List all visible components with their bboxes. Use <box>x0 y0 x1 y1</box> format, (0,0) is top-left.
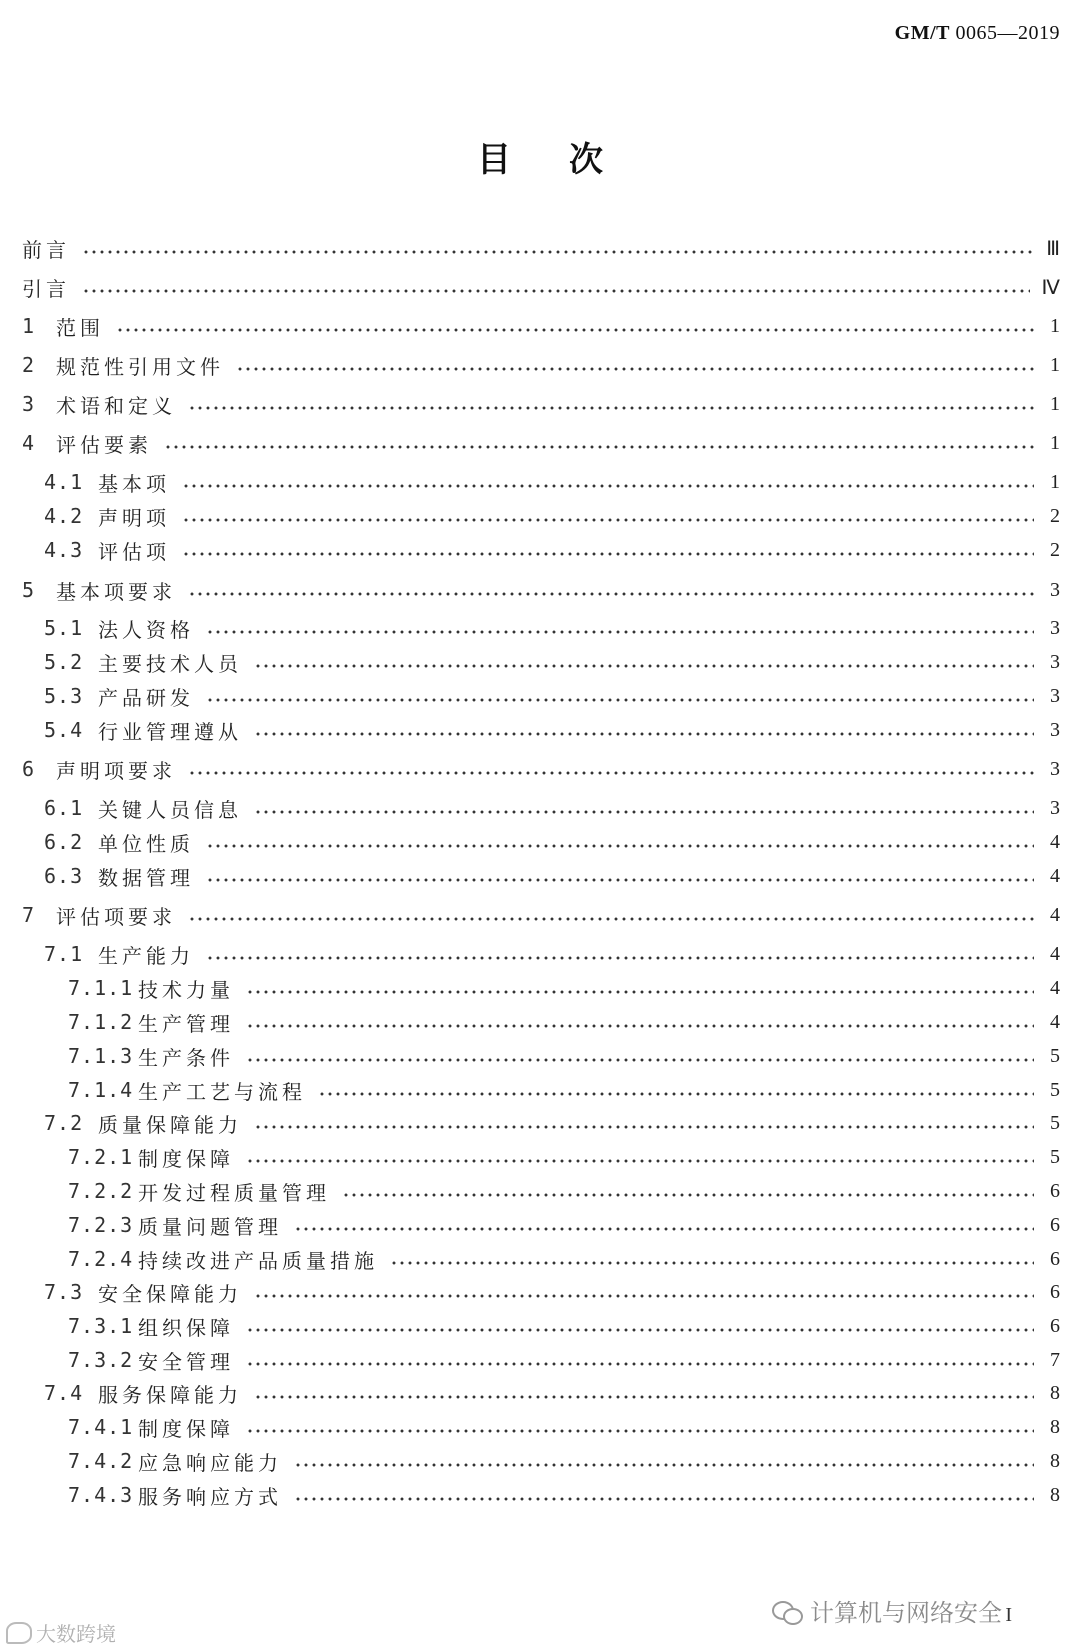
toc-entry-label: 声明项 <box>98 505 170 530</box>
toc-entry-number: 7.1 <box>44 942 84 966</box>
toc-dot-leader <box>246 1412 1034 1442</box>
toc-entry-page: 6 <box>1050 1213 1060 1236</box>
toc-entry-page: 6 <box>1050 1314 1060 1337</box>
toc-dot-leader <box>318 1075 1034 1105</box>
toc-entry[interactable] <box>68 1446 1060 1476</box>
toc-entry-number: 6 <box>22 757 36 781</box>
toc-entry[interactable] <box>44 681 1060 711</box>
toc-entry[interactable] <box>68 1244 1060 1274</box>
toc-entry[interactable] <box>44 467 1060 497</box>
toc-entry-label: 制度保障 <box>138 1416 234 1441</box>
toc-entry[interactable] <box>44 793 1060 823</box>
toc-entry-page: 8 <box>1050 1449 1060 1472</box>
toc-entry[interactable] <box>44 827 1060 857</box>
toc-entry-number: 1 <box>22 314 36 338</box>
toc-entry[interactable] <box>22 272 1060 302</box>
toc-entry-label: 生产条件 <box>138 1045 234 1070</box>
toc-entry-page: 3 <box>1050 718 1060 741</box>
toc-entry[interactable] <box>68 1480 1060 1510</box>
toc-entry-label: 前言 <box>22 237 70 262</box>
toc-entry-page: 5 <box>1050 1111 1060 1134</box>
toc-entry-label: 评估要素 <box>56 432 152 457</box>
toc-dot-leader <box>82 233 1034 263</box>
toc-entry[interactable] <box>22 900 1060 930</box>
toc-entry-number: 5 <box>22 578 36 602</box>
toc-dot-leader <box>246 1311 1034 1341</box>
toc-entry-page: 3 <box>1050 650 1060 673</box>
toc-dot-leader <box>342 1176 1034 1206</box>
toc-entry-page: 1 <box>1050 470 1060 493</box>
toc-entry-label: 评估项 <box>98 539 170 564</box>
toc-entry-page: 4 <box>1050 903 1060 926</box>
toc-dot-leader <box>116 311 1034 341</box>
toc-entry[interactable] <box>22 575 1060 605</box>
toc-entry[interactable] <box>44 939 1060 969</box>
toc-dot-leader <box>82 272 1030 302</box>
toc-entry-page: 5 <box>1050 1145 1060 1168</box>
toc-entry-page: 5 <box>1050 1078 1060 1101</box>
chat-bubble-icon <box>6 1622 32 1644</box>
toc-entry-page: 3 <box>1050 616 1060 639</box>
toc-entry-page: 4 <box>1050 1010 1060 1033</box>
toc-entry-page: 1 <box>1050 353 1060 376</box>
toc-entry-label: 规范性引用文件 <box>56 354 224 379</box>
toc-entry-page: 1 <box>1050 431 1060 454</box>
toc-dot-leader <box>246 1345 1034 1375</box>
toc-entry-label: 服务响应方式 <box>138 1484 282 1509</box>
toc-entry-number: 5.2 <box>44 650 84 674</box>
toc-entry-number: 5.4 <box>44 718 84 742</box>
toc-entry-label: 评估项要求 <box>56 904 176 929</box>
toc-dot-leader <box>254 793 1034 823</box>
toc-entry-number: 4.3 <box>44 538 84 562</box>
toc-entry-number: 7.1.3 <box>68 1044 134 1068</box>
toc-entry-page: 1 <box>1050 392 1060 415</box>
toc-entry-page: 7 <box>1050 1348 1060 1371</box>
toc-entry-label: 应急响应能力 <box>138 1450 282 1475</box>
toc-entry-label: 生产能力 <box>98 943 194 968</box>
toc-dot-leader <box>294 1480 1034 1510</box>
watermark-left-text: 大数跨境 <box>36 1622 116 1646</box>
standard-number: 0065—2019 <box>955 22 1060 44</box>
toc-entry-label: 引言 <box>22 276 70 301</box>
toc-entry-number: 6.1 <box>44 796 84 820</box>
toc-entry-page: 3 <box>1050 684 1060 707</box>
toc-dot-leader <box>246 1041 1034 1071</box>
toc-entry[interactable] <box>68 1142 1060 1172</box>
toc-entry-number: 7.1.2 <box>68 1010 134 1034</box>
toc-entry-label: 制度保障 <box>138 1146 234 1171</box>
toc-dot-leader <box>254 715 1034 745</box>
toc-entry-label: 持续改进产品质量措施 <box>138 1248 378 1273</box>
toc-entry-number: 7.2.4 <box>68 1247 134 1271</box>
toc-entry-label: 质量问题管理 <box>138 1214 282 1239</box>
toc-entry-number: 7.1.4 <box>68 1078 134 1102</box>
toc-entry-page: 6 <box>1050 1247 1060 1270</box>
toc-entry-number: 6.2 <box>44 830 84 854</box>
toc-dot-leader <box>182 535 1034 565</box>
toc-dot-leader <box>188 900 1034 930</box>
toc-dot-leader <box>188 754 1034 784</box>
toc-entry-number: 7.4.3 <box>68 1483 134 1507</box>
toc-entry-number: 7.3 <box>44 1280 84 1304</box>
wechat-icon <box>772 1599 802 1623</box>
toc-entry-label: 基本项 <box>98 471 170 496</box>
toc-entry-page: 3 <box>1050 578 1060 601</box>
toc-dot-leader <box>188 389 1034 419</box>
toc-entry[interactable] <box>44 1277 1060 1307</box>
toc-dot-leader <box>246 1142 1034 1172</box>
toc-entry[interactable] <box>44 1378 1060 1408</box>
toc-entry[interactable] <box>44 715 1060 745</box>
toc-entry-page: 4 <box>1050 942 1060 965</box>
toc-entry-number: 7.2.1 <box>68 1145 134 1169</box>
toc-entry[interactable] <box>44 501 1060 531</box>
toc-entry-label: 数据管理 <box>98 865 194 890</box>
toc-entry-page: 8 <box>1050 1483 1060 1506</box>
toc-entry-label: 产品研发 <box>98 685 194 710</box>
toc-entry[interactable] <box>68 1176 1060 1206</box>
toc-entry-number: 7 <box>22 903 36 927</box>
toc-entry-number: 7.4.2 <box>68 1449 134 1473</box>
toc-entry[interactable] <box>44 613 1060 643</box>
toc-entry-number: 7.1.1 <box>68 976 134 1000</box>
toc-entry[interactable] <box>22 389 1060 419</box>
toc-entry-label: 服务保障能力 <box>98 1382 242 1407</box>
toc-entry-label: 关键人员信息 <box>98 797 242 822</box>
watermark-right <box>772 1593 1002 1628</box>
toc-entry-label: 法人资格 <box>98 617 194 642</box>
toc-dot-leader <box>294 1210 1034 1240</box>
toc-entry-page: 4 <box>1050 976 1060 999</box>
toc-entry[interactable] <box>68 973 1060 1003</box>
toc-entry[interactable] <box>68 1075 1060 1105</box>
toc-entry[interactable] <box>22 311 1060 341</box>
toc-entry-label: 开发过程质量管理 <box>138 1180 330 1205</box>
toc-entry-page: 2 <box>1050 538 1060 561</box>
standard-code <box>895 22 1060 45</box>
toc-dot-leader <box>182 501 1034 531</box>
toc-entry-page: Ⅳ <box>1041 276 1060 299</box>
toc-dot-leader <box>390 1244 1034 1274</box>
toc-entry-number: 7.3.1 <box>68 1314 134 1338</box>
toc-dot-leader <box>294 1446 1034 1476</box>
toc-entry-label: 生产工艺与流程 <box>138 1079 306 1104</box>
toc-entry[interactable] <box>68 1007 1060 1037</box>
toc-entry-number: 7.2 <box>44 1111 84 1135</box>
toc-entry-label: 组织保障 <box>138 1315 234 1340</box>
toc-entry-page: 4 <box>1050 864 1060 887</box>
toc-entry-page: 6 <box>1050 1280 1060 1303</box>
toc-entry-number: 4 <box>22 431 36 455</box>
toc-entry-label: 质量保障能力 <box>98 1112 242 1137</box>
watermark-right-text: 计算机与网络安全 <box>810 1599 1002 1627</box>
toc-entry-label: 声明项要求 <box>56 758 176 783</box>
toc-entry[interactable] <box>68 1412 1060 1442</box>
toc-dot-leader <box>206 681 1034 711</box>
watermark-left <box>6 1618 116 1647</box>
toc-entry[interactable] <box>68 1041 1060 1071</box>
toc-dot-leader <box>254 647 1034 677</box>
toc-entry[interactable] <box>68 1311 1060 1341</box>
toc-entry-page: Ⅲ <box>1046 237 1060 260</box>
toc-entry-number: 3 <box>22 392 36 416</box>
toc-dot-leader <box>206 861 1034 891</box>
toc-entry-number: 7.3.2 <box>68 1348 134 1372</box>
toc-entry-label: 安全管理 <box>138 1349 234 1374</box>
toc-entry-label: 术语和定义 <box>56 393 176 418</box>
toc-entry-label: 技术力量 <box>138 977 234 1002</box>
toc-entry[interactable] <box>22 350 1060 380</box>
toc-entry[interactable] <box>68 1345 1060 1375</box>
page-title: 目次 <box>477 140 661 180</box>
toc-entry-label: 安全保障能力 <box>98 1281 242 1306</box>
toc-entry-page: 4 <box>1050 830 1060 853</box>
toc-dot-leader <box>206 613 1034 643</box>
toc-entry-page: 5 <box>1050 1044 1060 1067</box>
toc-entry[interactable] <box>44 1108 1060 1138</box>
toc-entry-label: 主要技术人员 <box>98 651 242 676</box>
toc-entry-number: 5.3 <box>44 684 84 708</box>
toc-dot-leader <box>236 350 1034 380</box>
toc-entry-page: 8 <box>1050 1381 1060 1404</box>
toc-entry-label: 单位性质 <box>98 831 194 856</box>
toc-dot-leader <box>254 1108 1034 1138</box>
toc-entry[interactable] <box>22 233 1060 263</box>
toc-entry[interactable] <box>44 535 1060 565</box>
toc-dot-leader <box>246 973 1034 1003</box>
toc-entry-page: 6 <box>1050 1179 1060 1202</box>
toc-entry-number: 7.2.3 <box>68 1213 134 1237</box>
toc-entry-number: 2 <box>22 353 36 377</box>
page-number-mark: I <box>1005 1604 1012 1626</box>
toc-entry-page: 2 <box>1050 504 1060 527</box>
toc-entry[interactable] <box>22 754 1060 784</box>
toc-entry-number: 7.4 <box>44 1381 84 1405</box>
toc-dot-leader <box>206 939 1034 969</box>
standard-prefix: GM/T <box>894 22 950 44</box>
toc-entry-page: 8 <box>1050 1415 1060 1438</box>
toc-dot-leader <box>206 827 1034 857</box>
toc-dot-leader <box>182 467 1034 497</box>
toc-entry[interactable] <box>44 861 1060 891</box>
toc-entry-label: 行业管理遵从 <box>98 719 242 744</box>
toc-entry-number: 7.2.2 <box>68 1179 134 1203</box>
toc-entry-number: 4.1 <box>44 470 84 494</box>
toc-dot-leader <box>254 1378 1034 1408</box>
toc-dot-leader <box>188 575 1034 605</box>
toc-entry-page: 3 <box>1050 796 1060 819</box>
toc-dot-leader <box>254 1277 1034 1307</box>
toc-dot-leader <box>246 1007 1034 1037</box>
toc-entry-label: 基本项要求 <box>56 579 176 604</box>
toc-entry[interactable] <box>44 647 1060 677</box>
toc-entry-page: 3 <box>1050 757 1060 780</box>
toc-entry-label: 范围 <box>56 315 104 340</box>
toc-entry-number: 6.3 <box>44 864 84 888</box>
toc-entry-label: 生产管理 <box>138 1011 234 1036</box>
toc-entry[interactable] <box>22 428 1060 458</box>
toc-entry-number: 5.1 <box>44 616 84 640</box>
toc-entry[interactable] <box>68 1210 1060 1240</box>
toc-entry-page: 1 <box>1050 314 1060 337</box>
toc-dot-leader <box>164 428 1034 458</box>
toc-entry-number: 7.4.1 <box>68 1415 134 1439</box>
toc-entry-number: 4.2 <box>44 504 84 528</box>
